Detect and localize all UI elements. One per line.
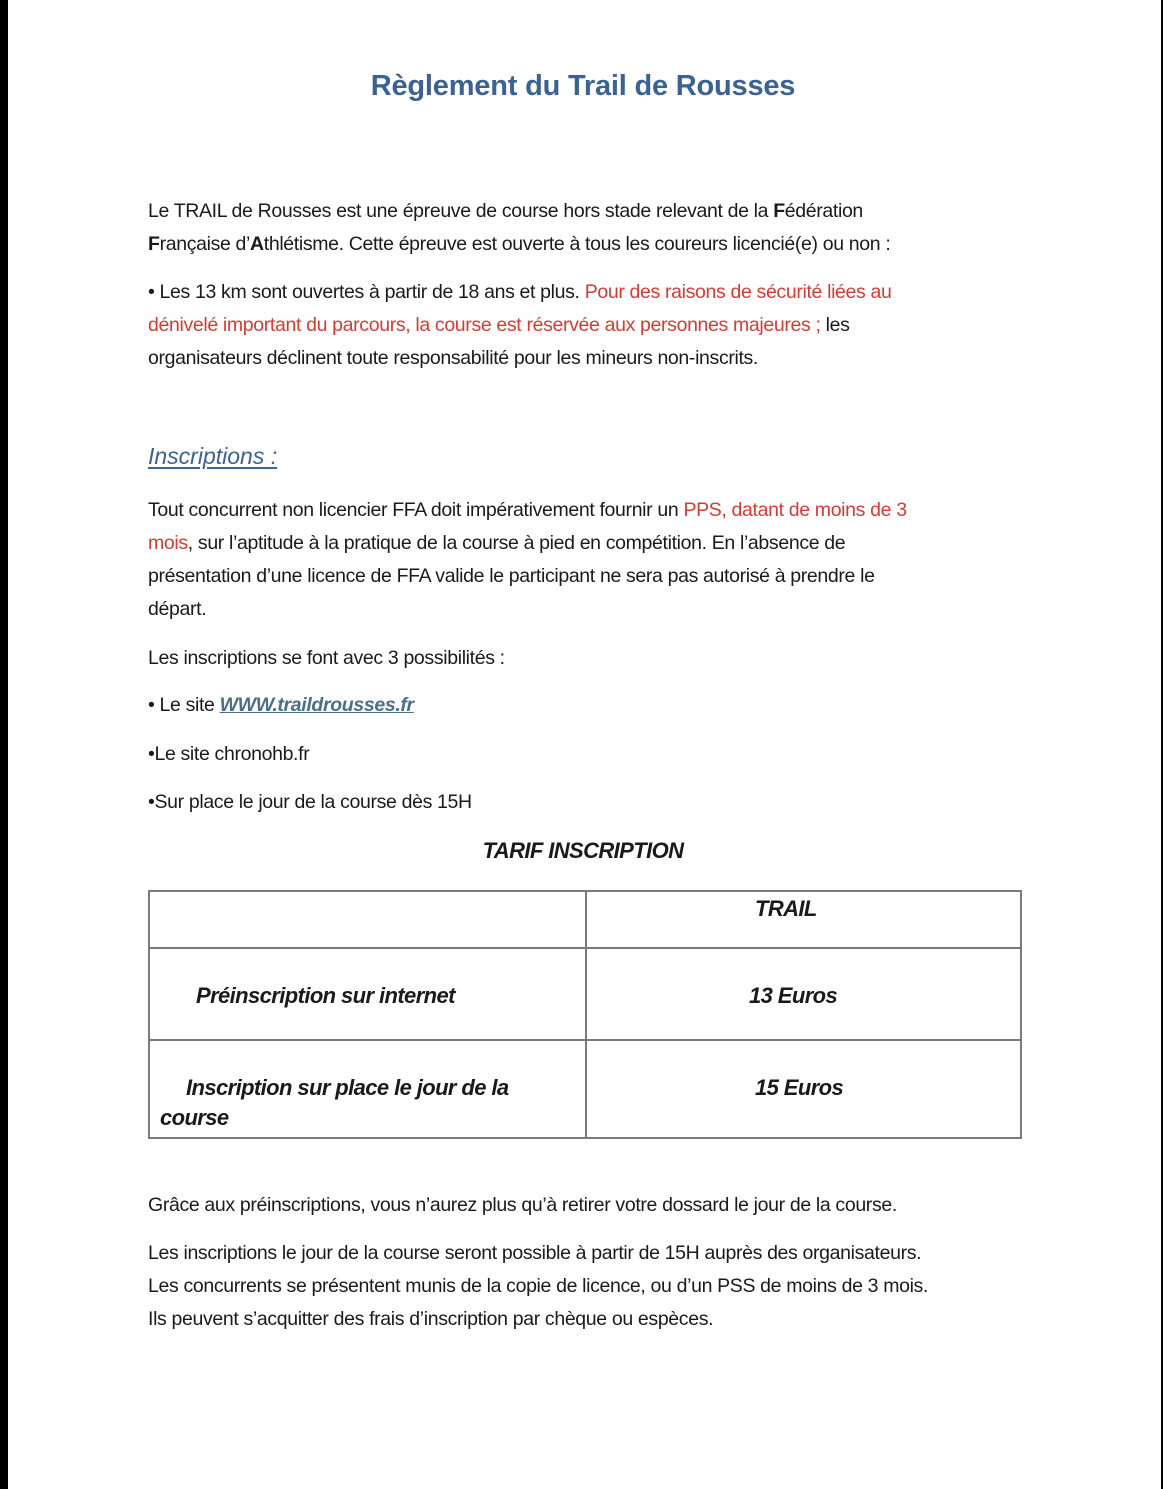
table-header-empty bbox=[149, 891, 586, 948]
safety-warning: dénivelé important du parcours, la course est réservée aux personnes majeures ; bbox=[148, 314, 821, 336]
intro-line-1: Le TRAIL de Rousses est une épreuve de course hors stade relevant de la Fédération bbox=[148, 200, 863, 222]
website-link[interactable]: WWW.traildrousses.fr bbox=[219, 694, 414, 716]
row-price: 13 Euros bbox=[749, 983, 838, 1008]
pps-warning: mois bbox=[148, 532, 188, 554]
age-rule-paragraph: • Les 13 km sont ouvertes à partir de 18 ans et plus. Pour des raisons de sécurité liées au dénivelé important du parcours, la course est réservée aux personnes majeures ; les organisateurs déclinent toute responsabilité pour les mineurs non-inscrits. bbox=[148, 281, 892, 369]
option-chronohb: •Le site chronohb.fr bbox=[148, 743, 310, 765]
pps-paragraph: Tout concurrent non licencier FFA doit impérativement fournir un PPS, datant de moins de 3 mois, sur l’aptitude à la pratique de la course à pied en compétition. En l’absence de présentation d’une licence de FFA valide le participant ne sera pas autorisé à prendre le départ. bbox=[148, 499, 907, 620]
inscriptions-heading: Inscriptions : bbox=[148, 443, 278, 469]
row-price: 15 Euros bbox=[755, 1075, 844, 1100]
safety-warning: Pour des raisons de sécurité liées au bbox=[584, 281, 892, 303]
left-edge-bar bbox=[0, 0, 8, 1489]
table-header-trail: TRAIL bbox=[586, 891, 1021, 948]
closing-paragraph-2: Les inscriptions le jour de la course seront possible à partir de 15H auprès des organisateurs. Les concurrents se présentent munis de la copie de licence, ou d’un PSS de moins de 3 mois. Ils peuvent s’acquitter des frais d’inscription par chèque ou espèces. bbox=[148, 1242, 929, 1330]
closing-paragraph-1: Grâce aux préinscriptions, vous n’aurez plus qu’à retirer votre dossard le jour de la course. bbox=[148, 1194, 897, 1216]
row-label-cont: course bbox=[160, 1105, 229, 1130]
tarif-title: TARIF INSCRIPTION bbox=[482, 838, 684, 863]
page-title: Règlement du Trail de Rousses bbox=[370, 70, 796, 102]
intro-line-2: Française d’Athlétisme. Cette épreuve est ouverte à tous les coureurs licencié(e) ou non : bbox=[148, 233, 891, 255]
intro-paragraph bbox=[148, 195, 890, 261]
tarif-table bbox=[148, 890, 1022, 1139]
table-header-row bbox=[149, 891, 1021, 948]
row-label: Préinscription sur internet bbox=[196, 983, 455, 1008]
row-label: Inscription sur place le jour de la bbox=[186, 1075, 509, 1100]
table-row bbox=[149, 1040, 1021, 1138]
table-row bbox=[149, 948, 1021, 1040]
pps-warning: PPS, datant de moins de 3 bbox=[683, 499, 907, 521]
option-on-site: •Sur place le jour de la course dès 15H bbox=[148, 791, 472, 813]
option-website: • Le site WWW.traildrousses.fr bbox=[148, 694, 414, 716]
options-intro: Les inscriptions se font avec 3 possibilités : bbox=[148, 647, 505, 669]
